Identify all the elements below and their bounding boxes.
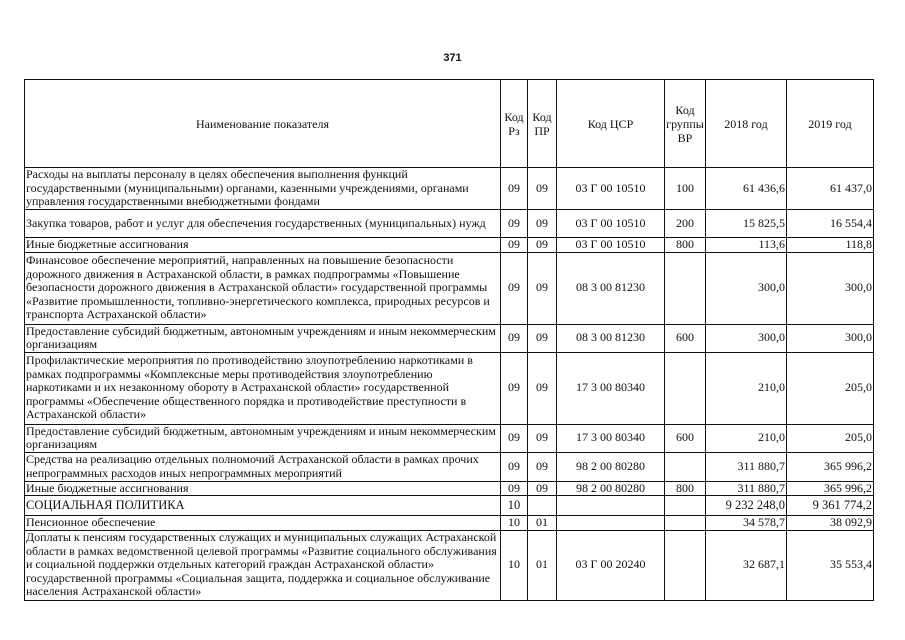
cell-name: Средства на реализацию отдельных полномочий Астраханской области в рамках прочих непрограммных расходов иных непрограммных мероприятий	[25, 452, 501, 481]
table-row	[25, 210, 874, 238]
header-csr: Код ЦСР	[557, 80, 665, 168]
cell-csr: 17 3 00 80340	[557, 424, 665, 452]
cell-2018: 300,0	[706, 324, 787, 352]
cell-2018: 61 436,6	[706, 168, 787, 210]
table-row	[25, 238, 874, 253]
cell-vr: 600	[665, 424, 706, 452]
cell-2018: 113,6	[706, 238, 787, 253]
cell-2019: 365 996,2	[787, 481, 874, 496]
cell-pr: 09	[528, 481, 557, 496]
cell-vr	[665, 530, 706, 600]
cell-2019: 38 092,9	[787, 516, 874, 531]
cell-name: Финансовое обеспечение мероприятий, направленных на повышение безопасности дорожного движения в Астраханской области, в рамках подпрограммы «Повышение безопасности дорожного движения в Астраханской области» государственной программы «Развитие промышленности, топливно-энергетического комплекса, природных ресурсов и транспорта Астраханской области»	[25, 252, 501, 324]
cell-2019: 16 554,4	[787, 210, 874, 238]
cell-rz: 09	[501, 481, 528, 496]
cell-rz: 09	[501, 168, 528, 210]
cell-rz: 09	[501, 452, 528, 481]
cell-rz: 10	[501, 496, 528, 516]
cell-2018: 210,0	[706, 424, 787, 452]
cell-name: Иные бюджетные ассигнования	[25, 238, 501, 253]
cell-rz: 10	[501, 516, 528, 531]
cell-vr	[665, 516, 706, 531]
cell-pr: 09	[528, 238, 557, 253]
cell-name: Доплаты к пенсиям государственных служащих и муниципальных служащих Астраханской области в рамках ведомственной целевой программы «Развитие социального обслуживания и социальной поддержки отдельных категорий граждан Астраханской области» государственной программы «Социальная защита, поддержка и социальное обслуживание населения Астраханской области»	[25, 530, 501, 600]
cell-name: Предоставление субсидий бюджетным, автономным учреждениям и иным некоммерческим организациям	[25, 324, 501, 352]
cell-rz: 09	[501, 252, 528, 324]
table-row	[25, 424, 874, 452]
cell-vr	[665, 252, 706, 324]
cell-name: Иные бюджетные ассигнования	[25, 481, 501, 496]
table-row	[25, 324, 874, 352]
table-row	[25, 168, 874, 210]
cell-vr: 600	[665, 324, 706, 352]
cell-csr: 98 2 00 80280	[557, 481, 665, 496]
table-row	[25, 496, 874, 516]
cell-2018: 311 880,7	[706, 481, 787, 496]
cell-2019: 9 361 774,2	[787, 496, 874, 516]
table-row	[25, 252, 874, 324]
cell-pr: 09	[528, 424, 557, 452]
cell-pr: 09	[528, 252, 557, 324]
cell-pr: 09	[528, 210, 557, 238]
table-row	[25, 516, 874, 531]
cell-vr: 800	[665, 481, 706, 496]
cell-2019: 205,0	[787, 424, 874, 452]
cell-rz: 09	[501, 424, 528, 452]
cell-rz: 09	[501, 210, 528, 238]
cell-vr	[665, 352, 706, 424]
table-header-row	[25, 80, 874, 168]
cell-pr: 09	[528, 324, 557, 352]
cell-2018: 311 880,7	[706, 452, 787, 481]
budget-table	[24, 79, 874, 601]
cell-2019: 118,8	[787, 238, 874, 253]
cell-csr	[557, 496, 665, 516]
cell-2018: 210,0	[706, 352, 787, 424]
cell-vr: 200	[665, 210, 706, 238]
cell-2018: 32 687,1	[706, 530, 787, 600]
cell-csr: 03 Г 00 20240	[557, 530, 665, 600]
cell-vr: 100	[665, 168, 706, 210]
table-row	[25, 481, 874, 496]
cell-2018: 9 232 248,0	[706, 496, 787, 516]
cell-vr: 800	[665, 238, 706, 253]
cell-rz: 10	[501, 530, 528, 600]
cell-2019: 205,0	[787, 352, 874, 424]
cell-csr: 17 3 00 80340	[557, 352, 665, 424]
cell-csr	[557, 516, 665, 531]
cell-vr	[665, 496, 706, 516]
cell-rz: 09	[501, 352, 528, 424]
cell-csr: 08 3 00 81230	[557, 324, 665, 352]
table-row	[25, 530, 874, 600]
cell-csr: 03 Г 00 10510	[557, 210, 665, 238]
cell-2019: 61 437,0	[787, 168, 874, 210]
cell-2018: 34 578,7	[706, 516, 787, 531]
header-2019: 2019 год	[787, 80, 874, 168]
cell-name: Пенсионное обеспечение	[25, 516, 501, 531]
cell-csr: 03 Г 00 10510	[557, 168, 665, 210]
table-row	[25, 352, 874, 424]
cell-2019: 365 996,2	[787, 452, 874, 481]
cell-csr: 03 Г 00 10510	[557, 238, 665, 253]
cell-csr: 98 2 00 80280	[557, 452, 665, 481]
cell-vr	[665, 452, 706, 481]
header-2018: 2018 год	[706, 80, 787, 168]
cell-2018: 300,0	[706, 252, 787, 324]
cell-pr: 01	[528, 516, 557, 531]
cell-pr	[528, 496, 557, 516]
cell-rz: 09	[501, 324, 528, 352]
cell-2019: 300,0	[787, 324, 874, 352]
header-vr: Код группы ВР	[665, 80, 706, 168]
cell-pr: 09	[528, 168, 557, 210]
page-number: 371	[443, 52, 462, 64]
cell-2018: 15 825,5	[706, 210, 787, 238]
header-pr: Код ПР	[528, 80, 557, 168]
cell-name: Расходы на выплаты персоналу в целях обеспечения выполнения функций государственными (муниципальными) органами, казенными учреждениями, органами управления государственными внебюджетными фондами	[25, 168, 501, 210]
header-rz: Код Рз	[501, 80, 528, 168]
table-row	[25, 452, 874, 481]
cell-2019: 35 553,4	[787, 530, 874, 600]
cell-name: Закупка товаров, работ и услуг для обеспечения государственных (муниципальных) нужд	[25, 210, 501, 238]
cell-csr: 08 3 00 81230	[557, 252, 665, 324]
cell-2019: 300,0	[787, 252, 874, 324]
header-name: Наименование показателя	[25, 80, 501, 168]
cell-name: Предоставление субсидий бюджетным, автономным учреждениям и иным некоммерческим организациям	[25, 424, 501, 452]
cell-pr: 09	[528, 452, 557, 481]
cell-rz: 09	[501, 238, 528, 253]
cell-name: СОЦИАЛЬНАЯ ПОЛИТИКА	[25, 496, 501, 516]
cell-name: Профилактические мероприятия по противодействию злоупотреблению наркотиками в рамках подпрограммы «Комплексные меры противодействия злоупотреблению наркотиками и их незаконному обороту в Астраханской области» государственной программы «Обеспечение общественного порядка и противодействие преступности в Астраханской области»	[25, 352, 501, 424]
cell-pr: 09	[528, 352, 557, 424]
cell-pr: 01	[528, 530, 557, 600]
